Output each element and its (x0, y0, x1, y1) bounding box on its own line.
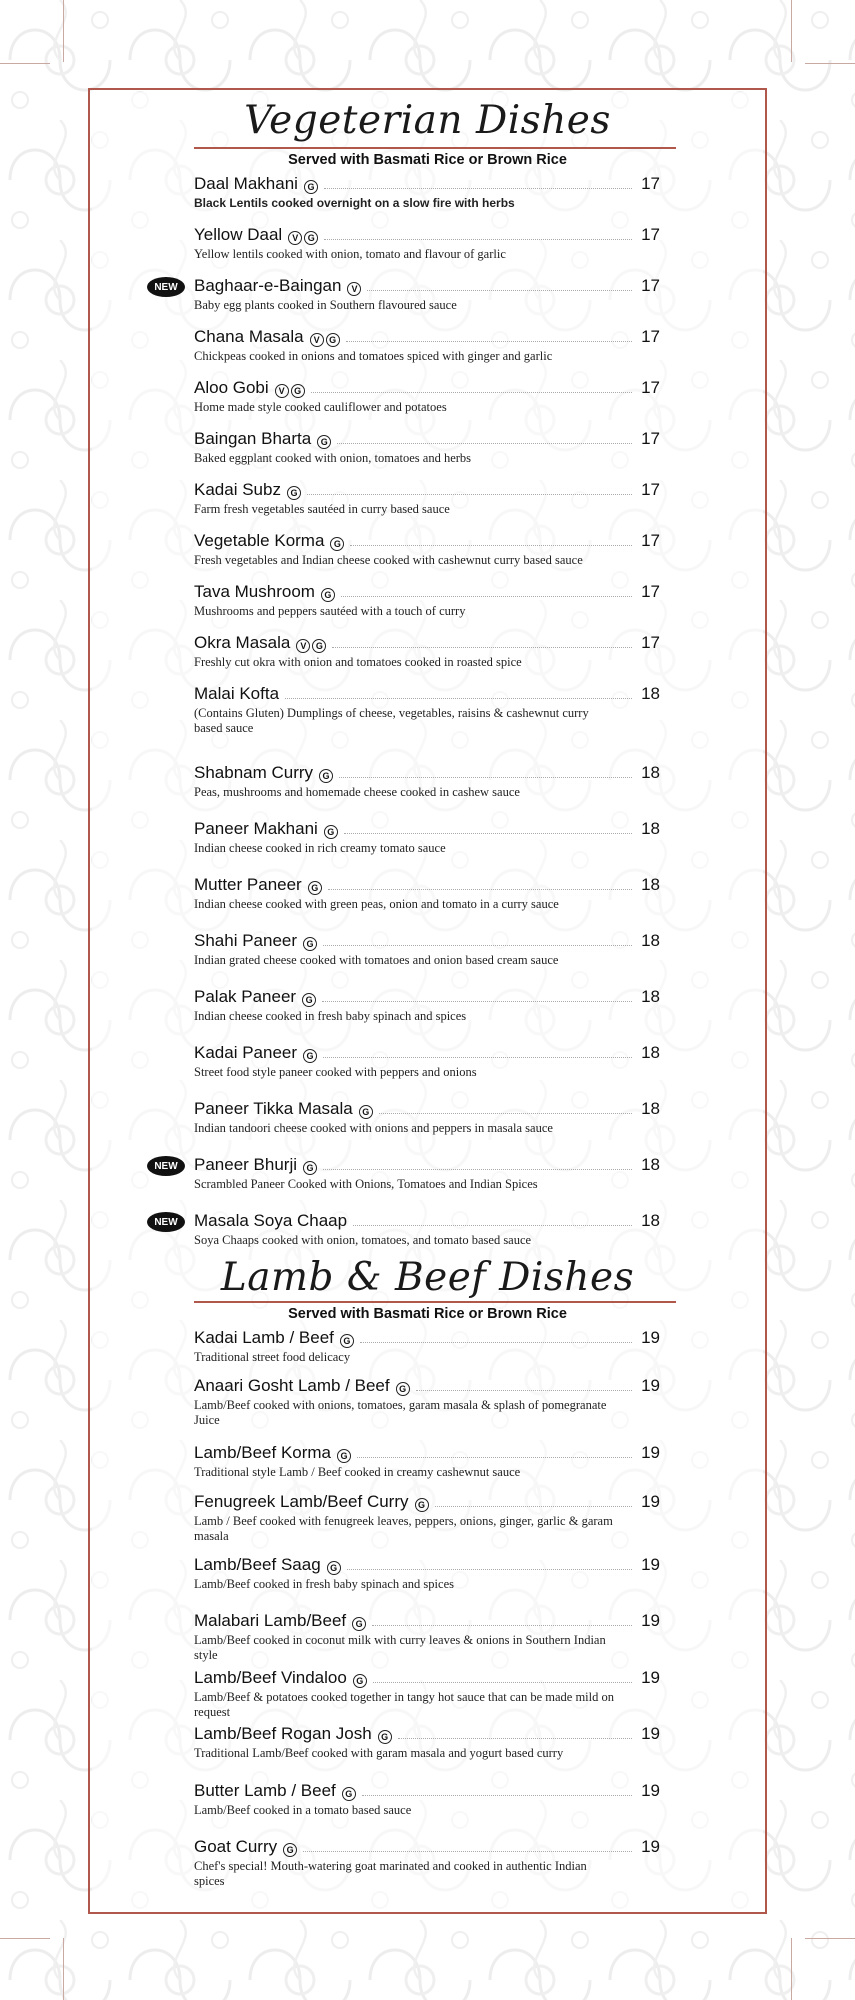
menu-item[interactable] (194, 325, 660, 364)
menu-item-description: Lamb/Beef cooked in a tomato based sauce (194, 1803, 412, 1817)
crop-mark (63, 0, 64, 62)
menu-item-row (194, 1609, 660, 1631)
menu-item-name: Lamb/Beef Korma (194, 1443, 332, 1462)
gluten-free-icon: G (326, 333, 340, 347)
gluten-free-icon: G (353, 1674, 367, 1688)
dot-leader (323, 1169, 632, 1170)
menu-item-description: Fresh vegetables and Indian cheese cooked with cashewnut curry based sauce (194, 553, 583, 567)
dietary-badges (315, 435, 331, 449)
menu-item-price: 18 (641, 1099, 660, 1118)
menu-item-price: 17 (641, 276, 660, 295)
dietary-badges (335, 1449, 351, 1463)
menu-item[interactable] (194, 1553, 660, 1592)
section-title: Vegeterian Dishes (244, 98, 611, 143)
menu-item[interactable] (194, 873, 660, 912)
dot-leader (373, 1682, 632, 1683)
section-title: Lamb & Beef Dishes (220, 1255, 635, 1300)
menu-item-description: Yellow lentils cooked with onion, tomato and flavour of garlic (194, 247, 506, 261)
menu-item-description: Freshly cut okra with onion and tomatoes cooked in roasted spice (194, 655, 522, 669)
menu-item-name: Paneer Bhurji (194, 1155, 298, 1174)
menu-item-name: Lamb/Beef Vindaloo (194, 1668, 347, 1687)
menu-item-description: Lamb/Beef & potatoes cooked together in tangy hot sauce that can be made mild on request (194, 1690, 615, 1719)
dietary-badges (306, 881, 322, 895)
menu-item[interactable] (194, 1097, 660, 1136)
gluten-free-icon: G (340, 1334, 354, 1348)
crop-mark (0, 63, 50, 64)
menu-item-price: 19 (641, 1611, 660, 1630)
dietary-badges (294, 639, 326, 653)
menu-item-name: Kadai Lamb / Beef (194, 1328, 334, 1347)
new-badge: NEW (147, 1156, 185, 1176)
menu-item-name: Daal Makhani (194, 174, 298, 193)
menu-item-name: Goat Curry (194, 1837, 278, 1856)
menu-item-description: Lamb / Beef cooked with fenugreek leaves, peppers, onions, ginger, garlic & garam masala (194, 1514, 613, 1543)
menu-item-row (194, 761, 660, 783)
menu-item-price: 17 (641, 633, 660, 652)
menu-item-price: 17 (641, 582, 660, 601)
menu-item[interactable] (194, 682, 660, 736)
menu-item[interactable] (194, 376, 660, 415)
dot-leader (324, 188, 632, 189)
section-title-underline (194, 1301, 676, 1303)
menu-item-name: Baghaar-e-Baingan (194, 276, 342, 295)
new-badge: NEW (147, 277, 185, 297)
menu-item-description: Indian cheese cooked in fresh baby spinach and spices (194, 1009, 467, 1023)
menu-item-row (194, 427, 660, 449)
dietary-badges (302, 180, 318, 194)
menu-item[interactable] (194, 1374, 660, 1428)
dietary-badges (273, 384, 305, 398)
menu-item-row (194, 817, 660, 839)
menu-item[interactable] (194, 1722, 660, 1761)
gluten-free-icon: G (319, 769, 333, 783)
gluten-free-icon: G (312, 639, 326, 653)
gluten-free-icon: G (378, 1730, 392, 1744)
menu-item-price: 17 (641, 327, 660, 346)
menu-item-row (194, 274, 660, 296)
menu-item-row (194, 172, 660, 194)
menu-item-row (194, 1326, 660, 1348)
menu-item-name: Malai Kofta (194, 684, 280, 703)
dot-leader (362, 1795, 632, 1796)
dietary-badges (286, 231, 318, 245)
menu-item-price: 19 (641, 1376, 660, 1395)
menu-item[interactable] (194, 427, 660, 466)
menu-item-price: 19 (641, 1328, 660, 1347)
menu-item-description: Indian cheese cooked in rich creamy tomato sauce (194, 841, 446, 855)
menu-item-name: Malabari Lamb/Beef (194, 1611, 347, 1630)
dot-leader (307, 494, 632, 495)
menu-item-price: 17 (641, 480, 660, 499)
menu-item[interactable] (194, 274, 660, 313)
crop-mark (805, 1938, 855, 1939)
gluten-free-icon: G (303, 1049, 317, 1063)
gluten-free-icon: G (359, 1105, 373, 1119)
vegan-icon: V (288, 231, 302, 245)
dot-leader (346, 341, 632, 342)
menu-item[interactable] (194, 580, 660, 619)
menu-item-price: 18 (641, 763, 660, 782)
menu-item-price: 19 (641, 1724, 660, 1743)
menu-item-name: Masala Soya Chaap (194, 1211, 348, 1230)
menu-item-price: 18 (641, 1211, 660, 1230)
gluten-free-icon: G (321, 588, 335, 602)
menu-item-description: Home made style cooked cauliflower and potatoes (194, 400, 447, 414)
dot-leader (347, 1569, 632, 1570)
menu-item-name: Shahi Paneer (194, 931, 298, 950)
dot-leader (324, 239, 632, 240)
dietary-badges (281, 1843, 297, 1857)
gluten-free-icon: G (303, 1161, 317, 1175)
menu-item[interactable] (194, 1779, 660, 1818)
menu-item-description: Baby egg plants cooked in Southern flavoured sauce (194, 298, 457, 312)
menu-item[interactable] (194, 985, 660, 1024)
menu-item-row (194, 682, 660, 704)
menu-item-description: Indian cheese cooked with green peas, onion and tomato in a curry sauce (194, 897, 559, 911)
section-subtitle: Served with Basmati Rice or Brown Rice (288, 1306, 567, 1322)
dietary-badges (300, 993, 316, 1007)
menu-item-description: Baked eggplant cooked with onion, tomatoes and herbs (194, 451, 472, 465)
menu-item-row (194, 478, 660, 500)
menu-item-name: Baingan Bharta (194, 429, 312, 448)
menu-item-name: Lamb/Beef Rogan Josh (194, 1724, 372, 1743)
gluten-free-icon: G (330, 537, 344, 551)
dietary-badges (317, 769, 333, 783)
menu-item-row (194, 631, 660, 653)
menu-item-row (194, 1779, 660, 1801)
vegan-icon: V (347, 282, 361, 296)
menu-item-row (194, 529, 660, 551)
dot-leader (416, 1390, 632, 1391)
new-badge: NEW (147, 1212, 185, 1232)
menu-item-price: 17 (641, 429, 660, 448)
menu-item-description: Traditional style Lamb / Beef cooked in creamy cashewnut sauce (194, 1465, 521, 1479)
dietary-badges (394, 1382, 410, 1396)
menu-item-name: Kadai Paneer (194, 1043, 298, 1062)
gluten-free-icon: G (317, 435, 331, 449)
dot-leader (350, 545, 632, 546)
dietary-badges (319, 588, 335, 602)
menu-item-row (194, 1097, 660, 1119)
menu-item-row (194, 1666, 660, 1688)
menu-item-name: Fenugreek Lamb/Beef Curry (194, 1492, 409, 1511)
crop-mark (791, 0, 792, 62)
menu-item-price: 19 (641, 1837, 660, 1856)
gluten-free-icon: G (291, 384, 305, 398)
menu-item[interactable] (194, 761, 660, 800)
menu-item-row (194, 929, 660, 951)
dietary-badges (376, 1730, 392, 1744)
dot-leader (332, 647, 632, 648)
menu-item-row (194, 1153, 660, 1175)
menu-item-name: Okra Masala (194, 633, 291, 652)
menu-item-price: 18 (641, 819, 660, 838)
menu-item-price: 18 (641, 1155, 660, 1174)
gluten-free-icon: G (327, 1561, 341, 1575)
menu-item-description: Scrambled Paneer Cooked with Onions, Tomatoes and Indian Spices (194, 1177, 538, 1191)
menu-item-row (194, 325, 660, 347)
menu-item-description: Traditional Lamb/Beef cooked with garam masala and yogurt based curry (194, 1746, 564, 1760)
menu-item-description: Indian grated cheese cooked with tomatoes and onion based cream sauce (194, 953, 559, 967)
menu-item-row (194, 1722, 660, 1744)
menu-item-price: 17 (641, 225, 660, 244)
dietary-badges (322, 825, 338, 839)
menu-item-name: Butter Lamb / Beef (194, 1781, 336, 1800)
dot-leader (357, 1457, 632, 1458)
gluten-free-icon: G (337, 1449, 351, 1463)
gluten-free-icon: G (342, 1787, 356, 1801)
dot-leader (322, 1001, 632, 1002)
menu-item[interactable] (194, 529, 660, 568)
menu-item[interactable] (194, 817, 660, 856)
menu-item-name: Kadai Subz (194, 480, 281, 499)
dietary-badges (345, 282, 361, 296)
dietary-badges (301, 937, 317, 951)
menu-item-description: (Contains Gluten) Dumplings of cheese, vegetables, raisins & cashewnut curry based sauce (194, 706, 589, 735)
dot-leader (341, 596, 632, 597)
vegan-icon: V (296, 639, 310, 653)
dietary-badges (301, 1049, 317, 1063)
dot-leader (311, 392, 632, 393)
vegan-icon: V (310, 333, 324, 347)
gluten-free-icon: G (304, 180, 318, 194)
menu-item-name: Yellow Daal (194, 225, 283, 244)
dot-leader (435, 1506, 633, 1507)
menu-item[interactable] (194, 929, 660, 968)
menu-item-row (194, 1835, 660, 1857)
menu-item[interactable] (194, 1609, 660, 1663)
dietary-badges (308, 333, 340, 347)
menu-item-name: Shabnam Curry (194, 763, 314, 782)
dietary-badges (301, 1161, 317, 1175)
dot-leader (323, 945, 632, 946)
menu-item-row (194, 1374, 660, 1396)
vegan-icon: V (275, 384, 289, 398)
dietary-badges (357, 1105, 373, 1119)
menu-item-description: Chickpeas cooked in onions and tomatoes spiced with ginger and garlic (194, 349, 553, 363)
gluten-free-icon: G (308, 881, 322, 895)
menu-item-description: Soya Chaaps cooked with onion, tomatoes, and tomato based sauce (194, 1233, 532, 1247)
gluten-free-icon: G (287, 486, 301, 500)
crop-mark (805, 63, 855, 64)
menu-item-name: Mutter Paneer (194, 875, 302, 894)
gluten-free-icon: G (352, 1617, 366, 1631)
menu-item-name: Lamb/Beef Saag (194, 1555, 321, 1574)
dot-leader (379, 1113, 632, 1114)
crop-mark (63, 1938, 64, 2000)
gluten-free-icon: G (303, 937, 317, 951)
menu-item-price: 18 (641, 1043, 660, 1062)
dot-leader (367, 290, 632, 291)
dot-leader (372, 1625, 632, 1626)
menu-item-name: Vegetable Korma (194, 531, 325, 550)
menu-item-description: Indian tandoori cheese cooked with onions and peppers in masala sauce (194, 1121, 553, 1135)
menu-item-description: Black Lentils cooked overnight on a slow fire with herbs (194, 196, 515, 210)
menu-item-row (194, 1490, 660, 1512)
menu-item-price: 19 (641, 1555, 660, 1574)
menu-item-description: Mushrooms and peppers sautéed with a touch of curry (194, 604, 466, 618)
dot-leader (285, 698, 632, 699)
dietary-badges (351, 1674, 367, 1688)
menu-item-name: Paneer Tikka Masala (194, 1099, 353, 1118)
dietary-badges (413, 1498, 429, 1512)
menu-item[interactable] (194, 1209, 660, 1248)
menu-item-price: 17 (641, 378, 660, 397)
menu-item-price: 19 (641, 1668, 660, 1687)
section-title-underline (194, 147, 676, 149)
menu-item-row (194, 376, 660, 398)
menu-item[interactable] (194, 223, 660, 262)
menu-item-price: 17 (641, 531, 660, 550)
section-subtitle: Served with Basmati Rice or Brown Rice (288, 152, 567, 168)
menu-item[interactable] (194, 1326, 660, 1365)
dot-leader (328, 889, 632, 890)
gluten-free-icon: G (415, 1498, 429, 1512)
dot-leader (303, 1851, 632, 1852)
menu-item[interactable] (194, 1153, 660, 1192)
menu-item-price: 18 (641, 987, 660, 1006)
menu-item-row (194, 1041, 660, 1063)
menu-item-row (194, 223, 660, 245)
menu-item-row (194, 1441, 660, 1463)
crop-mark (791, 1938, 792, 2000)
menu-item-price: 19 (641, 1443, 660, 1462)
menu-item-description: Lamb/Beef cooked with onions, tomatoes, garam masala & splash of pomegranate Juice (194, 1398, 607, 1427)
menu-item[interactable] (194, 1441, 660, 1480)
gluten-free-icon: G (396, 1382, 410, 1396)
menu-item[interactable] (194, 1666, 660, 1720)
menu-item-description: Lamb/Beef cooked in fresh baby spinach and spices (194, 1577, 454, 1591)
menu-item-name: Aloo Gobi (194, 378, 269, 397)
menu-item-row (194, 873, 660, 895)
menu-item-price: 18 (641, 875, 660, 894)
gluten-free-icon: G (304, 231, 318, 245)
menu-item-row (194, 1553, 660, 1575)
menu-item-row (194, 985, 660, 1007)
menu-item-description: Lamb/Beef cooked in coconut milk with curry leaves & onions in Southern Indian style (194, 1633, 606, 1662)
menu-item-name: Paneer Makhani (194, 819, 318, 838)
menu-item-name: Palak Paneer (194, 987, 297, 1006)
menu-item-price: 19 (641, 1492, 660, 1511)
menu-item[interactable] (194, 1041, 660, 1080)
menu-item-price: 18 (641, 684, 660, 703)
menu-item-row (194, 1209, 660, 1231)
dot-leader (337, 443, 632, 444)
menu-item-description: Traditional street food delicacy (194, 1350, 351, 1364)
dot-leader (398, 1738, 632, 1739)
menu-item-price: 19 (641, 1781, 660, 1800)
menu-item-row (194, 580, 660, 602)
dietary-badges (340, 1787, 356, 1801)
menu-item-description: Chef's special! Mouth-watering goat marinated and cooked in authentic Indian spices (194, 1859, 587, 1888)
dietary-badges (328, 537, 344, 551)
crop-mark (0, 1938, 50, 1939)
gluten-free-icon: G (324, 825, 338, 839)
menu-item-price: 17 (641, 174, 660, 193)
menu-item[interactable] (194, 631, 660, 670)
menu-item-description: Peas, mushrooms and homemade cheese cooked in cashew sauce (194, 785, 520, 799)
dot-leader (360, 1342, 632, 1343)
menu-item[interactable] (194, 1490, 660, 1544)
dietary-badges (285, 486, 301, 500)
dot-leader (353, 1225, 632, 1226)
gluten-free-icon: G (302, 993, 316, 1007)
dot-leader (344, 833, 632, 834)
dietary-badges (350, 1617, 366, 1631)
menu-item-name: Chana Masala (194, 327, 304, 346)
menu-item-description: Farm fresh vegetables sautéed in curry based sauce (194, 502, 450, 516)
gluten-free-icon: G (283, 1843, 297, 1857)
menu-item-price: 18 (641, 931, 660, 950)
dot-leader (323, 1057, 632, 1058)
menu-item-name: Tava Mushroom (194, 582, 315, 601)
menu-item[interactable] (194, 172, 660, 211)
dietary-badges (325, 1561, 341, 1575)
dietary-badges (338, 1334, 354, 1348)
menu-item[interactable] (194, 1835, 660, 1889)
dot-leader (339, 777, 632, 778)
menu-item[interactable] (194, 478, 660, 517)
menu-item-name: Anaari Gosht Lamb / Beef (194, 1376, 390, 1395)
menu-item-description: Street food style paneer cooked with peppers and onions (194, 1065, 477, 1079)
